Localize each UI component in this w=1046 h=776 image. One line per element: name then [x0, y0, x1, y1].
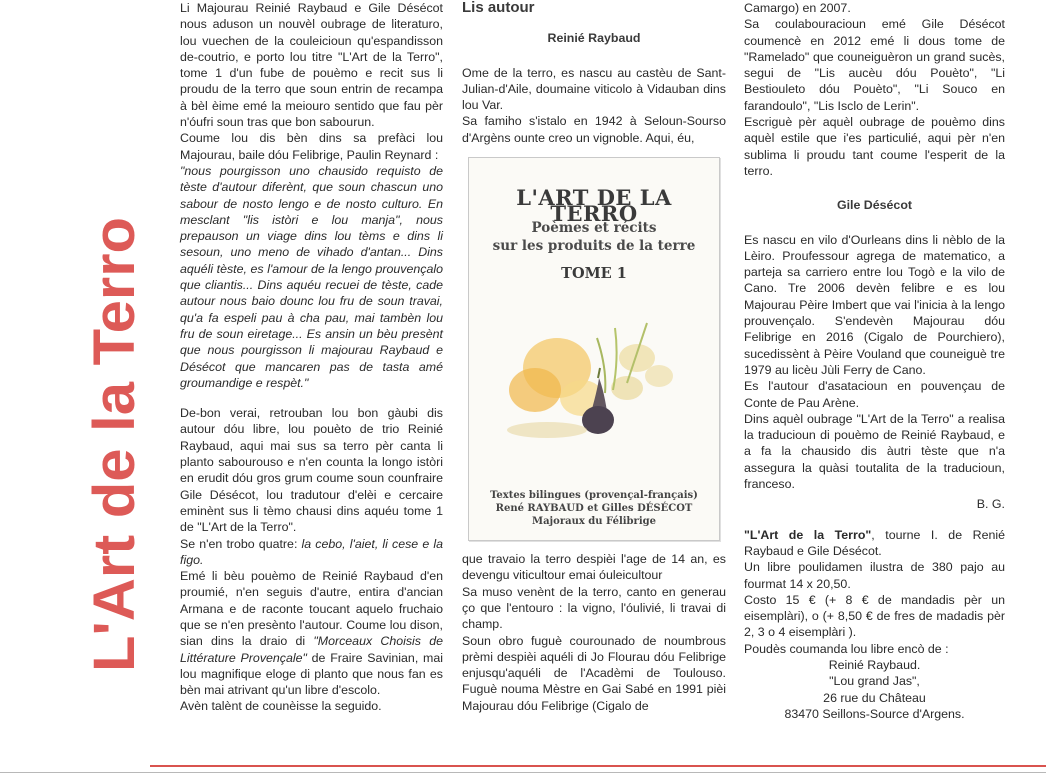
- article-column-1: [180, 0, 443, 715]
- address-line-2: "Lou grand Jas",: [829, 674, 920, 689]
- col3-paragraph-3: Es nascu en vilo d'Ourleans dins li nèblo de la Lèiro. Proufessour agrega de matematico, a parteja sa carriero entre lou Togò e la vilo de Cano. Tre 2006 devèn felibre e es lou Majourau Pèire Imbert que vai l'inicia à la lengo prouvençalo. S'endevèn Majourau dóu Felibrige en 2016 (Cigalo de Pourchiero), sucedissènt à Pèire Vouland que couneiguè tre 1979 au licèu Jùli Ferry de Cano.: [744, 232, 1005, 377]
- vertical-title-graphic: [34, 210, 154, 680]
- bottom-red-rule: [150, 765, 1046, 767]
- col1-paragraph-2: Coume lou dis bèn dins sa prefàci lou Majourau, baile dóu Felibrige, Paulin Reynard :: [180, 131, 443, 162]
- col3-paragraph-1: Sa coulabouracioun emé Gile Désécot coumencè en 2012 emé li dous tome de "Ramelado" que couneiguèron un grand sucès, segui de "Lis aucèu dóu Pouèto", "Li Bestiouleto dóu Pouèto", "Li Souco en farandoulo", "Lis Isclo de Lerin".: [744, 17, 1005, 113]
- col1-paragraph-4: [180, 536, 443, 569]
- address-line-1: Reinié Raybaud.: [828, 657, 921, 672]
- book-info-line-3: Costo 15 € (+ 8 € de mandadis pèr un eisemplàri), o (+ 8,50 € de fres de madadis pèr 2, 3 o 4 eisemplàri ).: [744, 592, 1005, 640]
- col1-p5-b: de Fraire Savinian, mai lou magnifique eloge di planto que nous fan es bèn mai atrivant qu'un libre d'escolo.: [180, 650, 443, 698]
- col2-paragraph-3: que travaio la terro despièi l'age de 14 an, es devengu viticultour emai óuleicultour: [462, 552, 726, 583]
- article-column-3: [744, 0, 1005, 722]
- cover-footer-line-3: Majoraux du Félibrige: [532, 516, 656, 528]
- col3-paragraph-4: Es l'autour d'asatacioun en pouvençau de Conte de Pau Arène.: [744, 379, 1005, 410]
- col1-p5-a: Emé li bèu pouèmo de Reinié Raybaud d'en proumié, n'en seguis d'autre, entira d'ancian Armana e de raconte toucant aquelo fruchaio que se n'en presènto l'autour. Coume lou dison, sian dins la draio di: [180, 569, 443, 649]
- address-line-3: 26 rue du Château: [823, 690, 926, 705]
- col1-quote: "nous pourgisson uno chausido requisto de tèste d'autour diferènt, que soun chascun uno sabour de nosto lengo e de nosto culturo. En mesclant "lis istòri e lou manja", nous prepauson un viage dins lou tèms e dins li sesoun, uno meno de vihado d'antan... Dins aquéli tèste, es l'amour de la lengo prouvençalo que cliantis... Dins aquéu recuei de tèste, cade autour nous baio dounc lou fru de soun travai, qu'a fa espeli pau à cha pau, mai tambèn lou fru de soun eiretage... Es ansin un bèu presènt que nous pourgisson li majourau Raybaud e Désécot que mancaren pas de tasta amé groumandige e respèt.": [180, 163, 443, 390]
- col2-paragraph-1: Ome de la terro, es nascu au castèu de Sant-Julian-d'Aile, doumaine viticolo à Vidauban dins lou Var.: [462, 65, 726, 113]
- col3-paragraph-5: Dins aquèl oubrage "L'Art de la Terro" a realisa la traducioun di pouèmo de Reinié Raybaud, e a fa la chausido dis àutri tèste que n'a assegura la quàsi toutalita de la traducioun, franceso.: [744, 411, 1005, 492]
- col1-p5-italic: "Morceaux Choisis de Littérature Provençale": [180, 634, 443, 665]
- cover-title: L'ART DE LA TERRO: [516, 185, 672, 227]
- cover-footer-line-2: René RAYBAUD et Gilles DÉSÉCOT: [495, 503, 693, 515]
- cover-subtitle-2: sur les produits de la terre: [492, 238, 696, 255]
- section-heading: Lis autour: [462, 0, 535, 16]
- signature: B. G.: [976, 497, 1005, 512]
- col1-paragraph-5: [180, 568, 443, 698]
- bottom-gray-rule: [0, 772, 1046, 773]
- cover-subtitle-1: Poèmes et récits: [531, 220, 657, 237]
- author-heading-raybaud: Reinié Raybaud: [547, 31, 641, 46]
- col3-paragraph-0: Camargo) en 2007.: [744, 1, 851, 15]
- book-info-line-1: [744, 527, 1005, 560]
- col1-p4-lead: Se n'en trobo quatre:: [180, 536, 302, 551]
- cover-tome: TOME 1: [561, 265, 627, 283]
- col1-paragraph-3: De-bon verai, retrouban lou bon gàubi dis autour dóu libre, lou pouèto de trio Reinié Raybaud, aqui mai sus sa terro pèr canta li planto sabourouso e n'en counta la longo istòri en erudit dóu gros grum coume soun counfraire Gile Désécot, lou tradutour d'elèi e cercaire eminènt sus li tèmo chausi dins aquéu tome 1 de "L'Art de la Terro".: [180, 406, 443, 535]
- vertical-title-text: L'Art de la Terro: [82, 230, 147, 672]
- book-info-line-2: Un libre poulidamen ilustra de 380 pajo au fourmat 14 x 20,50.: [744, 560, 1005, 591]
- cover-fruit-illustration: [487, 298, 697, 448]
- col1-paragraph-1: Li Majourau Reinié Raybaud e Gile Désécot nous aduson un nouvèl oubrage de literaturo, lou vuechen de la couleicioun qu'espandisson de-coutrio, e porto lou titre "L'Art de la Terro", tome 1 d'un fube de pouèmo e recit sus li proudu de la terro que soun entrin de recampa à bèl èime emé la meiouro sentido que fau pèr n'óufri soun tras que bon sabourun.: [180, 1, 443, 130]
- col3-paragraph-2: Escriguè pèr aquèl oubrage de pouèmo dins aquèl estile que i'es particulié, aqui pèr n'en sublima li proudu tant coume l'esperit de la terro.: [744, 115, 1005, 178]
- author-heading-desecot: Gile Désécot: [836, 198, 913, 213]
- address-line-4: 83470 Seillons-Source d'Argens.: [784, 706, 965, 721]
- book-cover-image: [468, 157, 720, 541]
- vertical-page-title: [34, 210, 154, 680]
- book-info-line-4: Poudès coumanda lou libre encò de :: [744, 641, 949, 656]
- article-column-2: [462, 0, 726, 714]
- col2-paragraph-4: Sa muso venènt de la terro, canto en generau ço que l'entouro : la vigno, l'óulivié, li travai di champ.: [462, 584, 726, 632]
- cover-footer-line-1: Textes bilingues (provençal-français): [490, 490, 698, 502]
- col2-paragraph-2: Sa famiho s'istalo en 1942 à Seloun-Sourso d'Argèns ounte creo un vignoble. Aqui, éu,: [462, 114, 726, 145]
- col1-p4-italic: la cebo, l'aiet, li cese e la figo.: [180, 536, 443, 567]
- col2-paragraph-5: Soun obro fuguè courounado de noumbrous prèmi despièi aquéli di Jo Flourau dóu Felibrige enjusqu'aquéli de l'Acadèmi de Toulouso. Fuguè nouma Mèstre en Gai Sabé en 1991 pièi Majourau dóu Felibrige (Cigalo de: [462, 633, 726, 713]
- book-info-rest: , tourne I. de Renié Raybaud e Gile Désécot.: [744, 527, 1005, 558]
- book-info-title: "L'Art de la Terro": [744, 527, 872, 542]
- col1-paragraph-6: Avèn talènt de counèisse la seguido.: [180, 699, 382, 714]
